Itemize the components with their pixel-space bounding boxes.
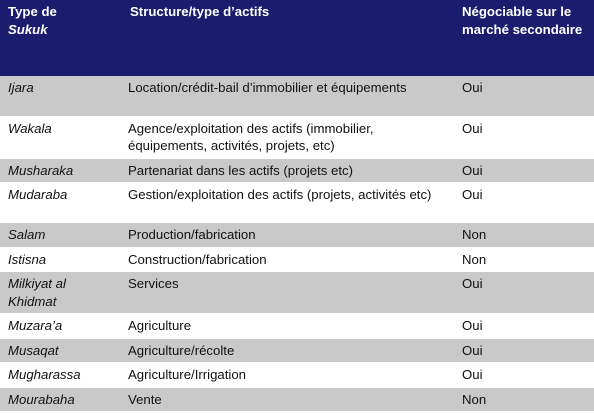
- cell-structure: Production/fabrication: [122, 223, 454, 248]
- cell-structure: Construction/fabrication: [122, 247, 454, 272]
- cell-negotiable: Oui: [454, 338, 594, 363]
- header-type-line1: Type de: [8, 4, 57, 19]
- cell-type: Musaqat: [0, 338, 122, 363]
- table-row: [0, 272, 594, 314]
- table-row: [0, 363, 594, 388]
- table-row: [0, 76, 594, 116]
- cell-negotiable: Oui: [454, 183, 594, 223]
- cell-type: Mourabaha: [0, 387, 122, 412]
- table-row: [0, 338, 594, 363]
- cell-type: Salam: [0, 223, 122, 248]
- cell-structure: Agriculture/Irrigation: [122, 363, 454, 388]
- cell-type: Istisna: [0, 247, 122, 272]
- cell-structure: Location/crédit-bail d’immobilier et équipements: [122, 76, 454, 116]
- cell-type: Mudaraba: [0, 183, 122, 223]
- table-row: [0, 158, 594, 183]
- cell-negotiable: Oui: [454, 158, 594, 183]
- header-negotiable: Négociable sur le marché secondaire: [454, 0, 594, 76]
- cell-negotiable: Oui: [454, 363, 594, 388]
- cell-type: Wakala: [0, 116, 122, 158]
- header-type: [0, 0, 122, 76]
- cell-type: Mugharassa: [0, 363, 122, 388]
- table-row: [0, 183, 594, 223]
- cell-structure: Agriculture: [122, 314, 454, 339]
- table-row: [0, 116, 594, 158]
- cell-negotiable: Oui: [454, 116, 594, 158]
- table-row: [0, 314, 594, 339]
- cell-type: Muzara’a: [0, 314, 122, 339]
- table-body: [0, 76, 594, 412]
- cell-structure: Agence/exploitation des actifs (immobilier, équipements, activités, projets, etc): [122, 116, 454, 158]
- cell-negotiable: Oui: [454, 314, 594, 339]
- cell-negotiable: Non: [454, 247, 594, 272]
- cell-type: Musharaka: [0, 158, 122, 183]
- cell-type: Milkiyat al Khidmat: [0, 272, 122, 314]
- table-header: [0, 0, 594, 76]
- cell-negotiable: Oui: [454, 76, 594, 116]
- cell-negotiable: Non: [454, 387, 594, 412]
- cell-structure: Services: [122, 272, 454, 314]
- cell-negotiable: Oui: [454, 272, 594, 314]
- table-row: [0, 387, 594, 412]
- cell-negotiable: Non: [454, 223, 594, 248]
- cell-type: Ijara: [0, 76, 122, 116]
- table-row: [0, 247, 594, 272]
- cell-structure: Gestion/exploitation des actifs (projets, activités etc): [122, 183, 454, 223]
- cell-structure: Agriculture/récolte: [122, 338, 454, 363]
- header-row: [0, 0, 594, 76]
- header-structure: Structure/type d’actifs: [122, 0, 454, 76]
- cell-structure: Vente: [122, 387, 454, 412]
- cell-structure: Partenariat dans les actifs (projets etc): [122, 158, 454, 183]
- header-type-line2: Sukuk: [8, 21, 48, 37]
- table-row: [0, 223, 594, 248]
